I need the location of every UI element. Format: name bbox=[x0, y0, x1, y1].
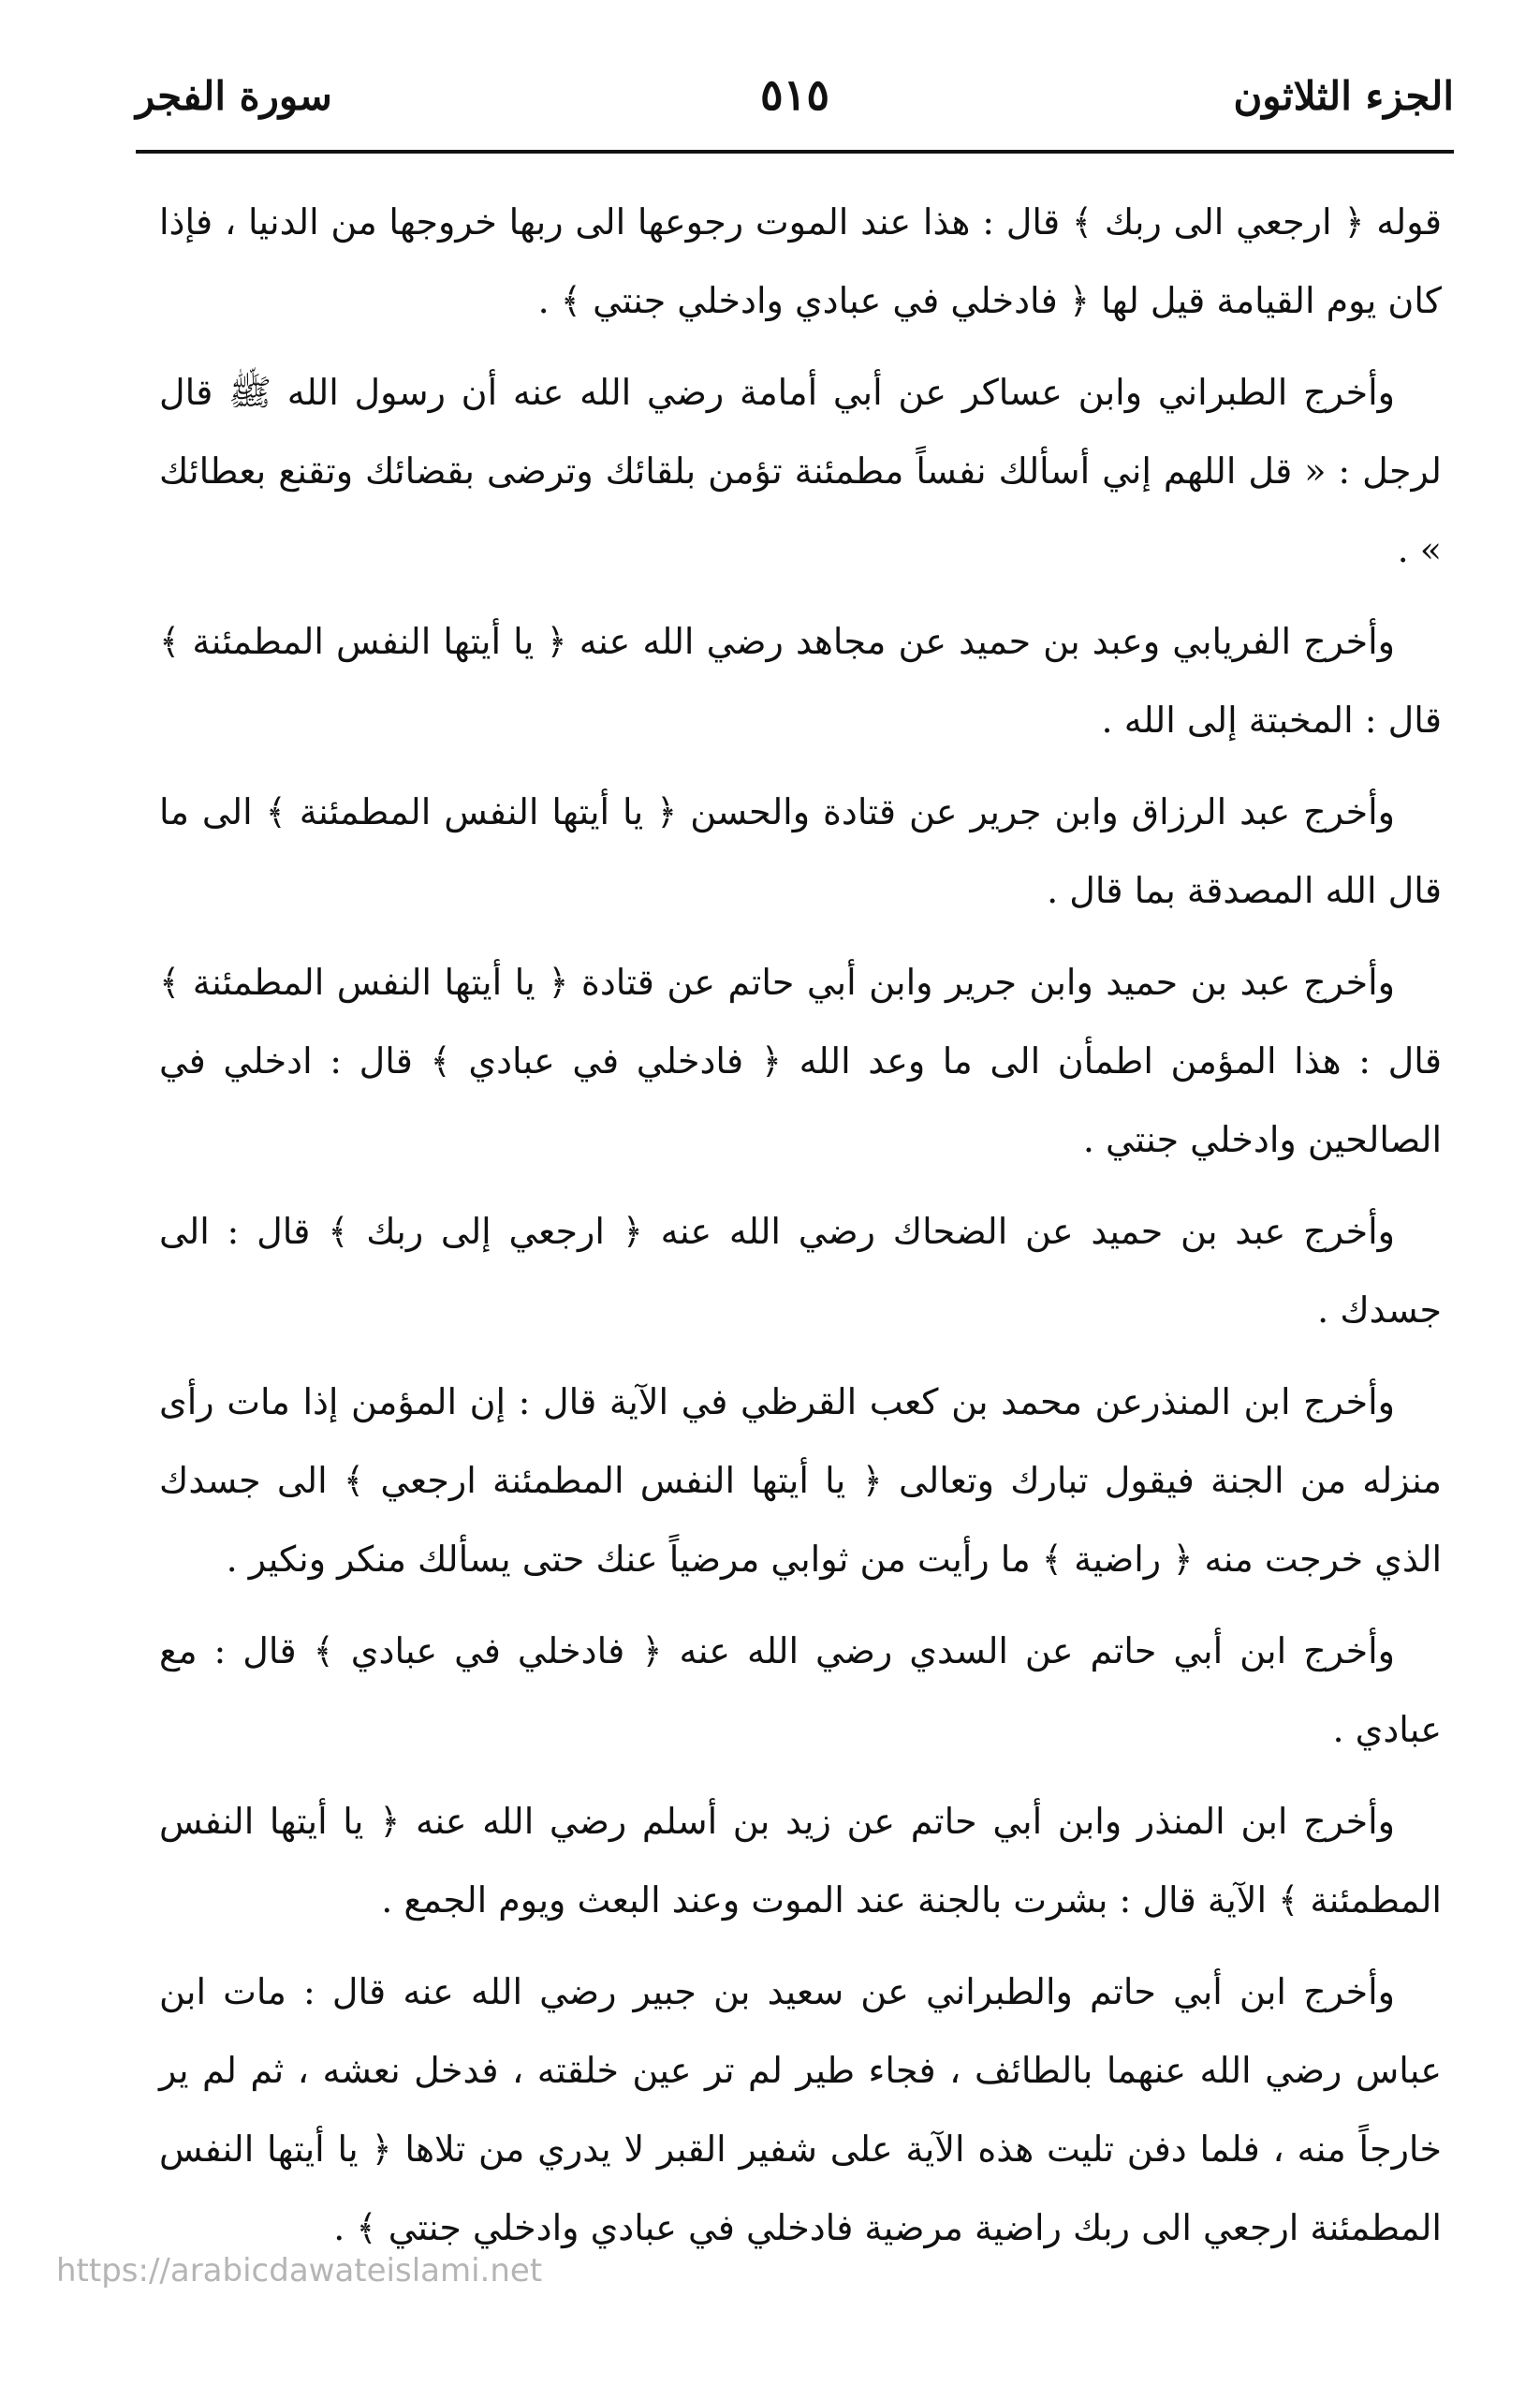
paragraph-8: وأخرج ابن أبي حاتم عن السدي رضي الله عنه ﴿ فادخلي في عبادي ﴾ قال : مع عبادي . bbox=[159, 1630, 1442, 1750]
paragraph-4: وأخرج عبد الرزاق وابن جرير عن قتادة والحسن ﴿ يا أيتها النفس المطمئنة ﴾ الى ما قال الله المصدقة بما قال . bbox=[159, 791, 1442, 911]
page-number: ٥١٥ bbox=[759, 69, 830, 120]
page-body bbox=[159, 183, 1442, 2280]
surah-label: سورة الفجر bbox=[136, 73, 332, 119]
paragraph-5: وأخرج عبد بن حميد وابن جرير وابن أبي حاتم عن قتادة ﴿ يا أيتها النفس المطمئنة ﴾ قال : هذا المؤمن اطمأن الى ما وعد الله ﴿ فادخلي في عبادي ﴾ قال : ادخلي في الصالحين وادخلي جنتي . bbox=[159, 962, 1442, 1160]
juz-label: الجزء الثلاثون bbox=[1233, 73, 1454, 119]
header-rule bbox=[136, 150, 1454, 154]
paragraph-10: وأخرج ابن أبي حاتم والطبراني عن سعيد بن جبير رضي الله عنه قال : مات ابن عباس رضي الله عنهما بالطائف ، فجاء طير لم تر عين خلقته ، فدخل نعشه ، ثم لم ير خارجاً منه ، فلما دفن تليت هذه الآية على شفير القبر لا يدري من تلاها ﴿ يا أيتها النفس المطمئنة ارجعي الى ربك راضية مرضية فادخلي في عبادي وادخلي جنتي ﴾ . bbox=[159, 1971, 1442, 2248]
paragraph-9: وأخرج ابن المنذر وابن أبي حاتم عن زيد بن أسلم رضي الله عنه ﴿ يا أيتها النفس المطمئنة ﴾ الآية قال : بشرت بالجنة عند الموت وعند البعث ويوم الجمع . bbox=[159, 1801, 1442, 1921]
page-header bbox=[136, 56, 1454, 140]
paragraph-3: وأخرج الفريابي وعبد بن حميد عن مجاهد رضي الله عنه ﴿ يا أيتها النفس المطمئنة ﴾ قال : المخبتة إلى الله . bbox=[159, 621, 1442, 741]
paragraph-1: قوله ﴿ ارجعي الى ربك ﴾ قال : هذا عند الموت رجوعها الى ربها خروجها من الدنيا ، فإذا كان يوم القيامة قيل لها ﴿ فادخلي في عبادي وادخلي جنتي ﴾ . bbox=[159, 201, 1442, 321]
watermark-url: https://arabicdawateislami.net bbox=[56, 2252, 543, 2289]
paragraph-2: وأخرج الطبراني وابن عساكر عن أبي أمامة رضي الله عنه أن رسول الله ﷺ قال لرجل : « قل اللهم إني أسألك نفساً مطمئنة تؤمن بلقائك وترضى بقضائك وتقنع بعطائك » . bbox=[159, 372, 1442, 570]
paragraph-6: وأخرج عبد بن حميد عن الضحاك رضي الله عنه ﴿ ارجعي إلى ربك ﴾ قال : الى جسدك . bbox=[159, 1211, 1442, 1331]
paragraph-7: وأخرج ابن المنذرعن محمد بن كعب القرظي في الآية قال : إن المؤمن إذا مات رأى منزله من الجنة فيقول تبارك وتعالى ﴿ يا أيتها النفس المطمئنة ارجعي ﴾ الى جسدك الذي خرجت منه ﴿ راضية ﴾ ما رأيت من ثوابي مرضياً عنك حتى يسألك منكر ونكير . bbox=[159, 1381, 1442, 1580]
